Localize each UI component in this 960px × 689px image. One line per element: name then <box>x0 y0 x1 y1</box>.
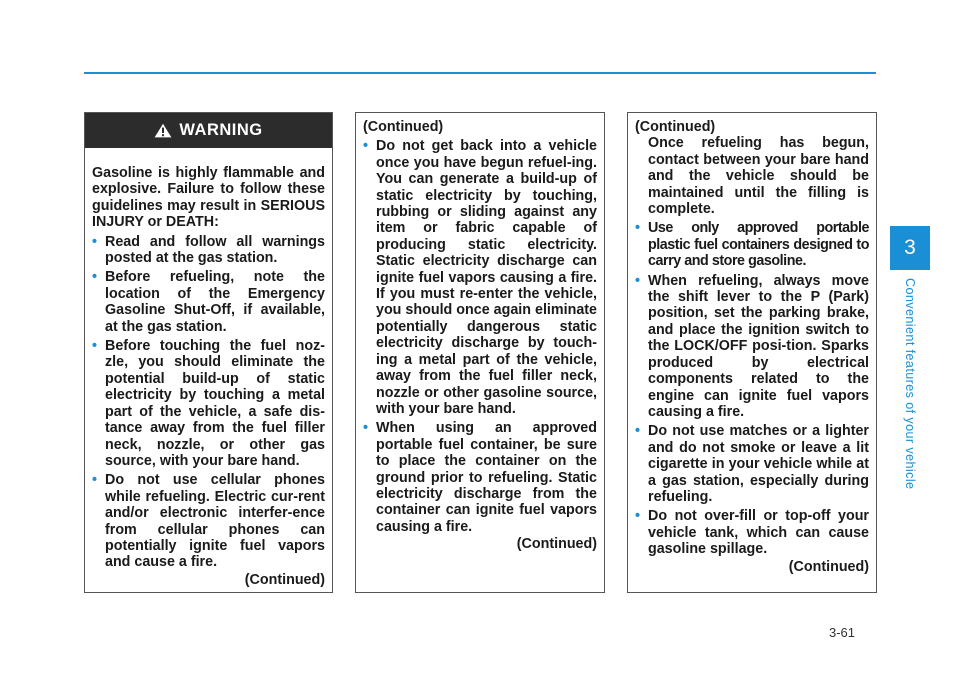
chapter-tab: 3 <box>890 226 930 270</box>
warning-bullet: • Do not over-fill or top-off your vehicle tank, which can cause gasoline spillage. <box>635 508 869 557</box>
warning-box-continued <box>627 112 877 593</box>
warning-bullet: • When refueling, always move the shift lever to the P (Park) position, set the parking brake, and place the ignition switch to the LOCK/OFF posi-tion. Sparks produced by electrical components related to the engine can ignite fuel vapors causing a fire. <box>635 273 869 421</box>
warning-header <box>85 113 332 148</box>
continued-paragraph: Once refueling has begun, contact between your bare hand and the vehicle should be maintained until the filling is complete. <box>648 135 869 218</box>
chapter-title-text: Convenient features of your vehicle <box>903 278 917 490</box>
warning-bullet: • Do not get back into a vehicle once you have begun refuel-ing. You can generate a build-up of static electricity by touching, rubbing or sliding against any item or fabric capable of producing static electricity. Static electricity discharge can ignite fuel vapors causing a fire. If you must re-enter the vehicle, you should once again eliminate potentially dangerous static electricity discharge by touch-ing a metal part of the vehicle, away from the fuel filler neck, nozzle or other gasoline source, with your bare hand. <box>363 138 597 417</box>
warning-bullet: • Use only approved portable plastic fuel containers designed to carry and store gasoline. <box>635 220 869 269</box>
warning-box <box>84 112 333 593</box>
warning-bullet: • Before refueling, note the location of the Emergency Gasoline Shut-Off, if available, at the gas station. <box>92 269 325 335</box>
warning-title: WARNING <box>179 121 263 139</box>
continued-heading: (Continued) <box>363 119 444 135</box>
continued-label: (Continued) <box>516 536 597 553</box>
continued-heading: (Continued) <box>635 119 716 135</box>
warning-triangle-icon <box>154 123 172 138</box>
page-number: 3-61 <box>829 625 856 640</box>
warning-bullet: • Before touching the fuel noz-zle, you should eliminate the potential build-up of static electricity by touching a metal part of the vehicle, a safe dis-tance away from the fuel filler neck, nozzle, or other gas source, with your bare hand. <box>92 338 325 469</box>
continued-label: (Continued) <box>244 571 325 588</box>
chapter-title <box>898 278 922 498</box>
warning-box-continued <box>355 112 605 593</box>
header-rule <box>84 72 876 74</box>
continued-label: (Continued) <box>788 558 869 575</box>
warning-bullet: • When using an approved portable fuel container, be sure to place the container on the ground prior to refueling. Static electricity discharge from the container can ignite fuel vapors causing a fire. <box>363 420 597 535</box>
warning-bullet: • Do not use matches or a lighter and do not smoke or leave a lit cigarette in your vehicle while at a gas station, especially during refueling. <box>635 423 869 505</box>
warning-intro: Gasoline is highly flammable and explosive. Failure to follow these guidelines may result in SERIOUS INJURY or DEATH: <box>92 165 325 231</box>
warning-bullet: • Do not use cellular phones while refueling. Electric cur-rent and/or electronic interfer-ence from cellular phones can potentially ignite fuel vapors and cause a fire. <box>92 472 325 570</box>
warning-bullet: • Read and follow all warnings posted at the gas station. <box>92 234 325 267</box>
